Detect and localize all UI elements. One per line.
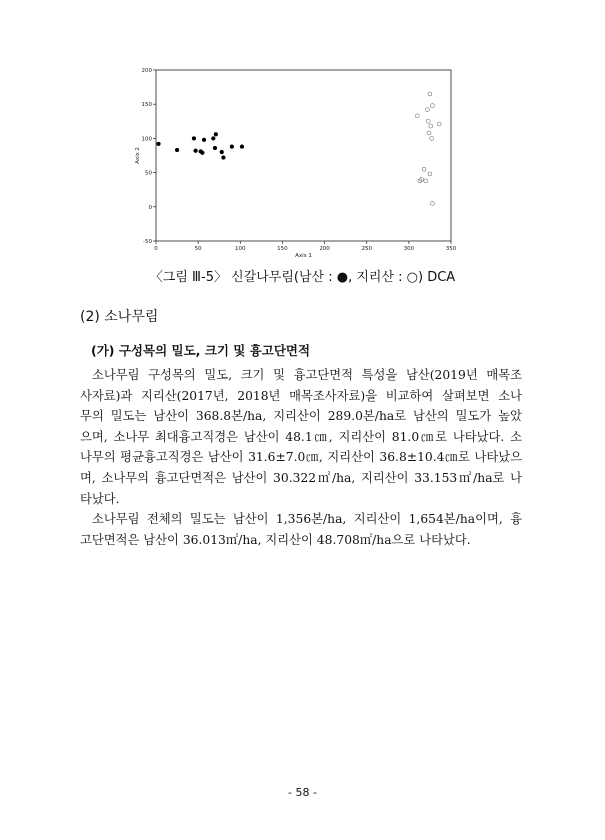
paragraph-line: 타났다. [80,491,120,506]
x-tick-label: 200 [319,246,330,252]
paragraph-line: 고단면적은 남산이 36.013㎡/ha, 지리산이 48.708㎡/ha으로 나타났다. [80,532,471,547]
point-jirisan [426,119,430,123]
point-jirisan [430,136,434,140]
dca-scatter-chart [118,60,463,260]
paragraph-line: 소나무림 전체의 밀도는 남산이 1,356본/ha, 지리산이 1,654본/ha이며, 흉 [92,512,522,526]
point-jirisan [429,124,433,128]
paragraph-line: 소나무림 구성목의 밀도, 크기 및 흉고단면적 특성을 남산(2019년 매목조 [92,368,522,382]
paragraph-line: 나무의 평균흉고직경은 남산이 31.6±7.0㎝, 지리산이 36.8±10.4㎝로 나타났으 [80,450,522,465]
point-jirisan [428,92,432,96]
y-axis-label: Axis 2 [135,147,141,164]
y-tick-label: -50 [143,239,152,245]
x-axis-label: Axis 1 [295,253,312,259]
point-jirisan [430,104,434,108]
section-heading: (2) 소나무림 [80,309,159,325]
y-tick-label: 50 [145,170,152,177]
figure-caption: 〈그림 Ⅲ-5〉 신갈나무림(남산 : ●, 지리산 : ○) DCA [149,270,456,285]
point-jirisan [415,114,419,118]
y-tick-label: 200 [141,68,152,74]
x-tick-label: 150 [277,246,288,252]
y-tick-label: 100 [141,136,152,143]
paragraph-line: 사자료)과 지리산(2017년, 2018년 매목조사자료)을 비교하여 살펴보면 소나 [80,388,522,403]
point-namsan [200,151,204,155]
x-tick-label: 100 [235,246,246,252]
point-namsan [194,149,198,153]
point-jirisan [425,108,429,112]
point-namsan [230,145,234,149]
point-namsan [213,146,217,150]
paragraph-1 [80,365,522,509]
subsection-heading: (가) 구성목의 밀도, 크기 및 흉고단면적 [91,343,311,358]
point-namsan [240,145,244,149]
point-namsan [222,156,226,160]
point-namsan [202,138,206,142]
point-namsan [214,132,218,136]
scatter-plot-svg [118,60,463,260]
y-tick-label: 0 [148,204,152,211]
x-tick-label: 50 [194,246,202,252]
paragraph-line: 무의 밀도는 남산이 368.8본/ha, 지리산이 289.0본/ha로 남산의 밀도가 높았 [80,409,522,424]
x-tick-label: 250 [361,246,372,252]
point-namsan [175,148,179,152]
page-number: - 58 - [288,786,317,799]
point-namsan [192,137,196,141]
paragraph-line: 으며, 소나무 최대흉고직경은 남산이 48.1㎝, 지리산이 81.0㎝로 나타났다. 소 [80,429,522,444]
point-jirisan [437,122,441,126]
paragraph-2 [80,509,522,550]
point-jirisan [427,131,431,135]
x-tick-label: 300 [403,246,415,252]
point-namsan [211,137,215,141]
y-tick-label: 150 [141,102,152,109]
plot-frame [156,70,451,241]
x-tick-label: 350 [445,246,457,252]
point-namsan [220,150,224,154]
x-tick-label: 0 [154,246,158,252]
point-jirisan [428,172,432,176]
point-jirisan [430,201,434,205]
paragraph-line: 며, 소나무의 흉고단면적은 남산이 30.322㎡/ha, 지리산이 33.153㎡/ha로 나 [80,470,522,485]
point-namsan [157,142,161,146]
point-jirisan [424,179,428,183]
point-jirisan [422,167,426,171]
